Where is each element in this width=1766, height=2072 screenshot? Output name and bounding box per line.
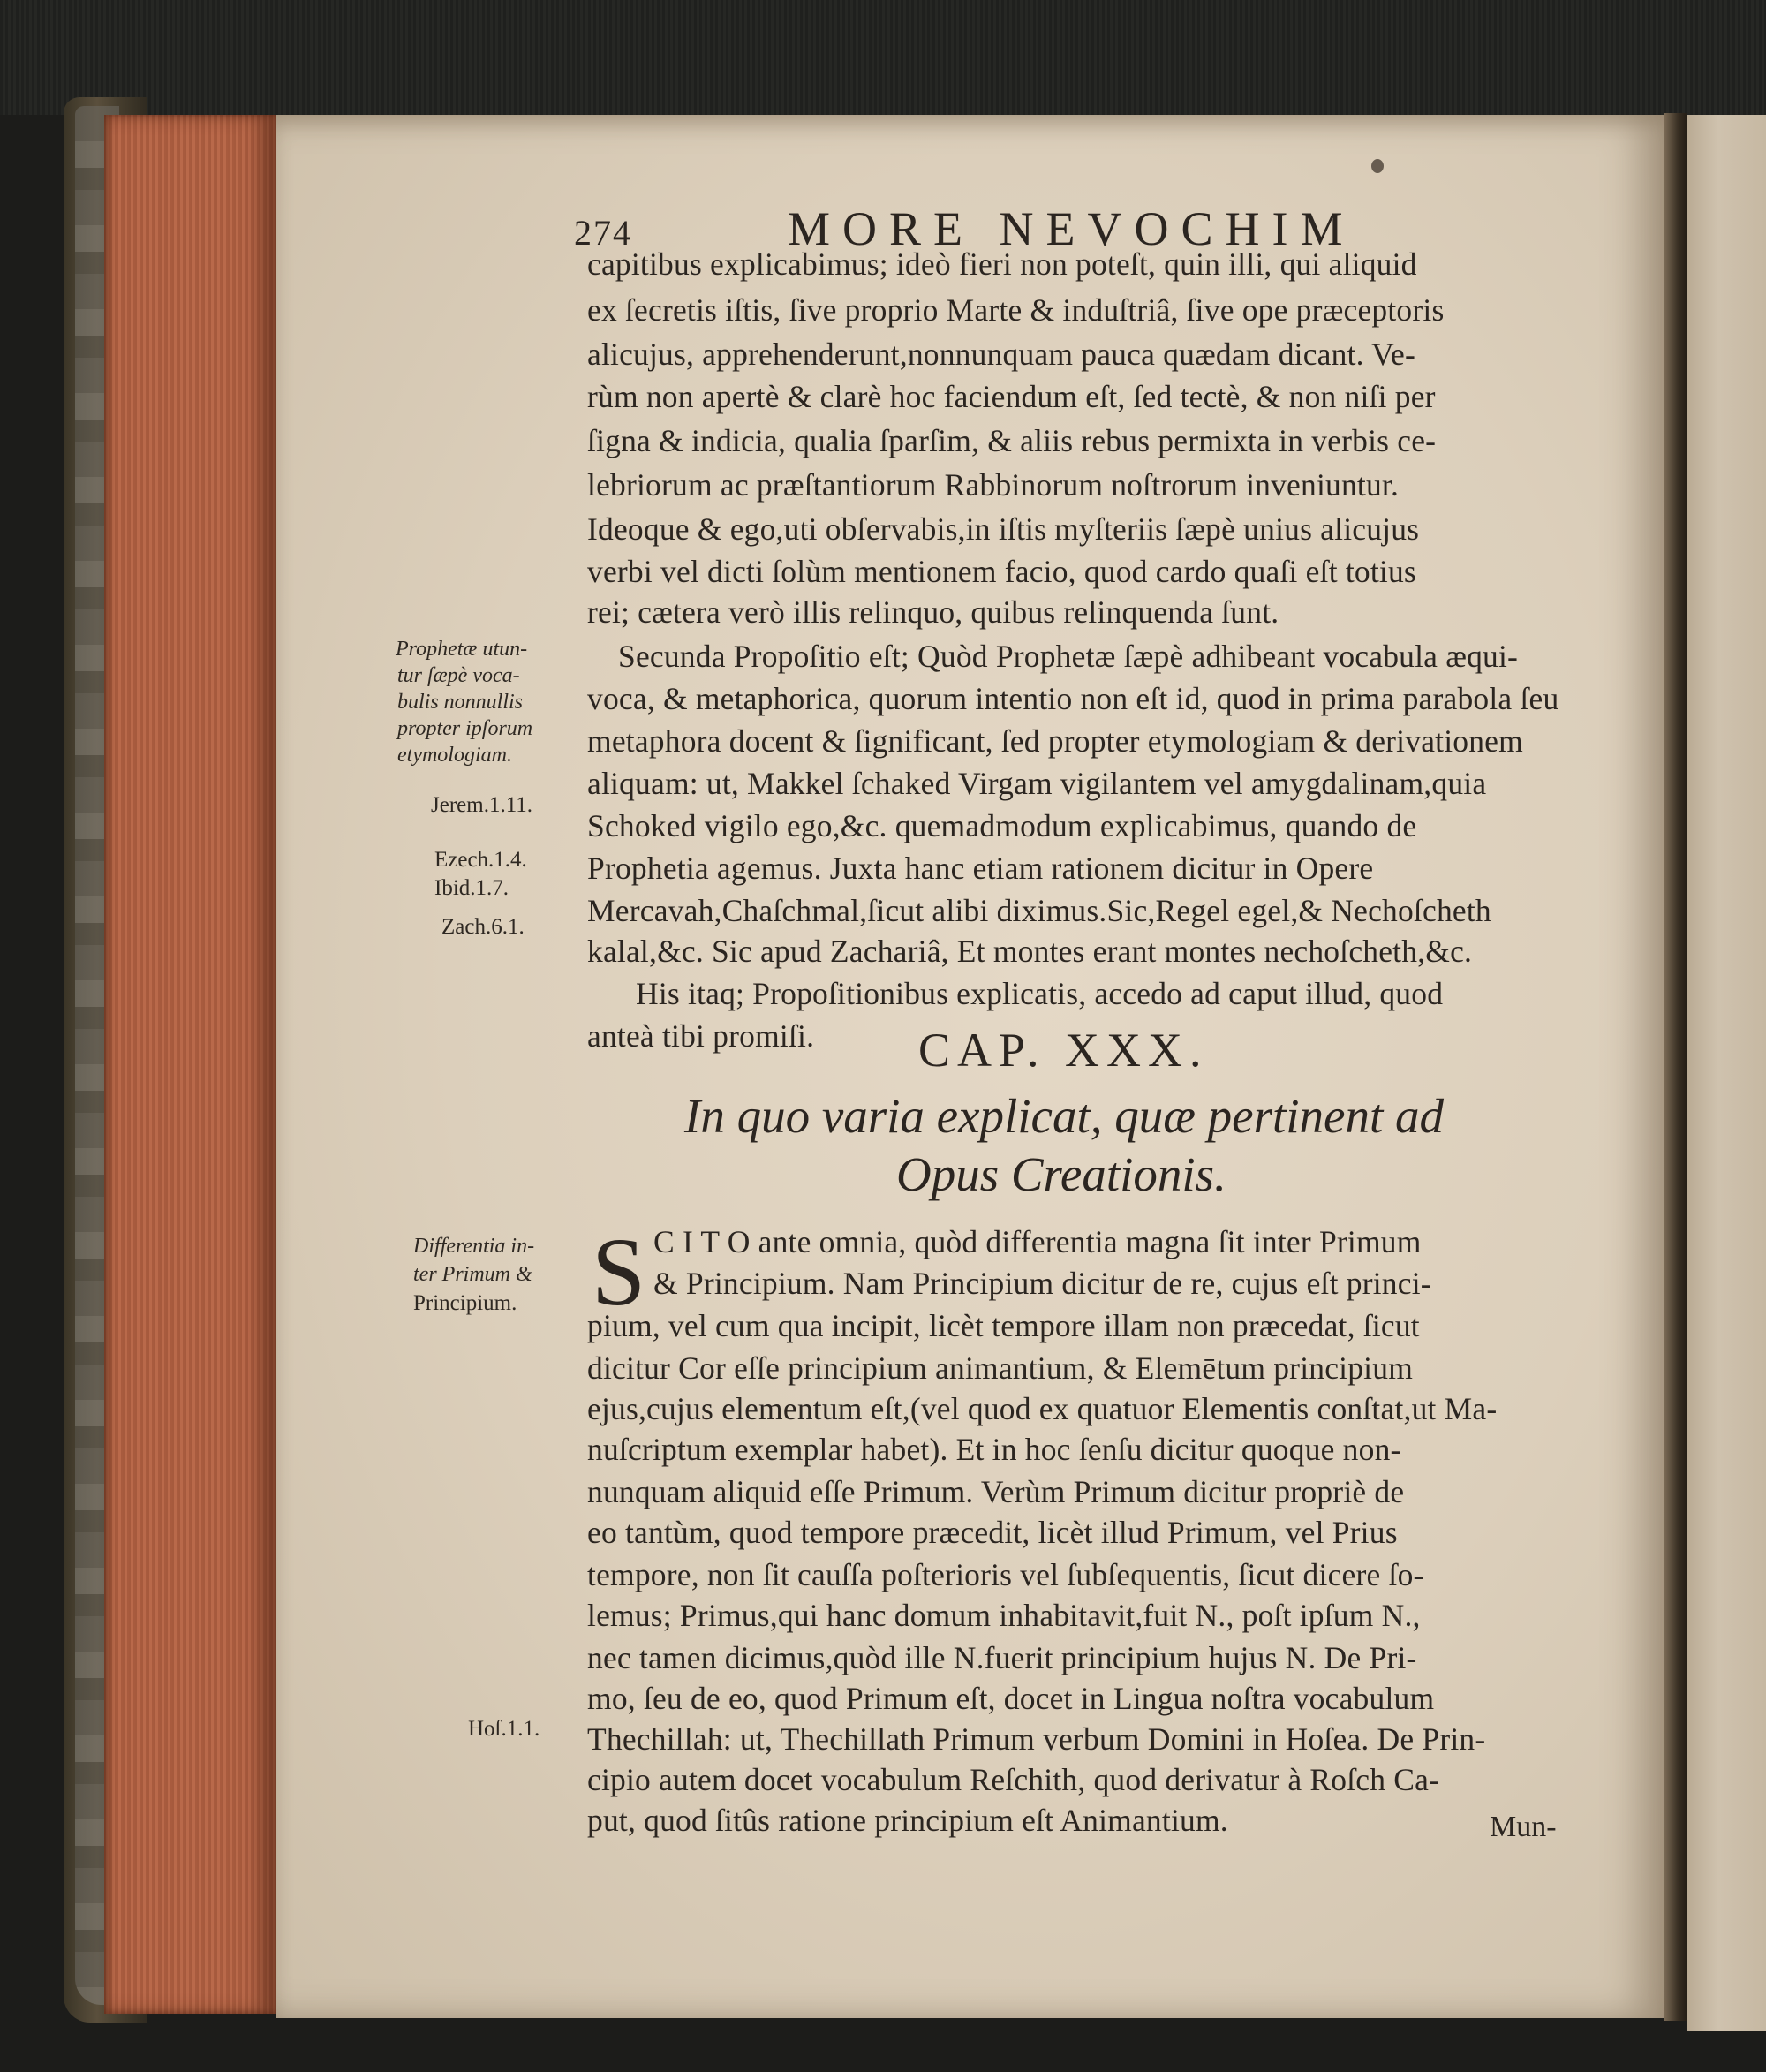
body-line: rùm non apertè & clarè hoc faciendum eſt, ſed tectè, & non niſi per — [587, 379, 1436, 414]
facing-page — [1687, 115, 1766, 2031]
margin-note-differentia: ter Primum & — [413, 1263, 532, 1286]
margin-note-prophetae: propter ipſorum — [397, 717, 533, 740]
catchword: Mun- — [1490, 1811, 1557, 1843]
margin-note-prophetae: etymologiam. — [397, 744, 512, 767]
body-line: eo tantùm, quod tempore præcedit, licèt illud Primum, vel Prius — [587, 1515, 1398, 1550]
body-line: Prophetia agemus. Juxta hanc etiam rationem dicitur in Opere — [587, 851, 1374, 886]
margin-note-hos: Hoſ.1.1. — [468, 1717, 540, 1741]
page-number: 274 — [574, 213, 632, 253]
body-line: nec tamen dicimus,quòd ille N.fuerit principium hujus N. De Pri- — [587, 1640, 1417, 1675]
chapter-subtitle: Opus Creationis. — [896, 1147, 1226, 1201]
chapter-heading: CAP. XXX. — [918, 1024, 1209, 1077]
body-line: pium, vel cum qua incipit, licèt tempore illam non præcedat, ſicut — [587, 1308, 1420, 1343]
book-gutter — [1664, 113, 1687, 2021]
margin-note-differentia: Differentia in- — [413, 1235, 535, 1258]
body-line: voca, & metaphorica, quorum intentio non eſt id, quod in prima parabola ſeu — [587, 681, 1559, 716]
body-line: aliquam: ut, Makkel ſchaked Virgam vigilantem vel amygdalinam,quia — [587, 766, 1487, 801]
body-line: tempore, non ſit cauſſa poſterioris vel ſubſequentis, ſicut dicere ſo- — [587, 1557, 1424, 1592]
ink-blot — [1371, 159, 1384, 173]
body-line: mo, ſeu de eo, quod Primum eſt, docet in Lingua noſtra vocabulum — [587, 1681, 1435, 1716]
margin-note-jerem: Jerem.1.11. — [431, 793, 533, 817]
body-line: cipio autem docet vocabulum Reſchith, quod derivatur à Roſch Ca- — [587, 1762, 1440, 1797]
body-line: lebriorum ac præſtantiorum Rabbinorum noſtrorum inveniuntur. — [587, 467, 1400, 503]
margin-note-prophetae: tur ſæpè voca- — [397, 664, 520, 687]
body-line: lemus; Primus,qui hanc domum inhabitavit,fuit N., poſt ipſum N., — [587, 1598, 1421, 1633]
body-line: put, quod ſitûs ratione principium eſt Animantium. — [587, 1803, 1228, 1838]
body-line: Secunda Propoſitio eſt; Quòd Prophetæ ſæpè adhibeant vocabula æqui- — [618, 639, 1519, 674]
body-line: Ideoque & ego,uti obſervabis,in iſtis myſteriis ſæpè unius alicujus — [587, 511, 1420, 547]
background-cloth — [0, 0, 1766, 115]
margin-note-zach: Zach.6.1. — [442, 915, 525, 939]
body-line: C I T O ante omnia, quòd differentia magna ſit inter Primum — [653, 1224, 1422, 1259]
body-line: Schoked vigilo ego,&c. quemadmodum explicabimus, quando de — [587, 808, 1417, 843]
margin-note-prophetae: Prophetæ utun- — [396, 638, 528, 661]
margin-note-ezech: Ezech.1.4. — [434, 848, 527, 872]
page-edges — [104, 115, 276, 2014]
body-line: dicitur Cor eſſe principium animantium, & Elemētum principium — [587, 1350, 1414, 1386]
body-line: ſigna & indicia, qualia ſparſim, & aliis rebus permixta in verbis ce- — [587, 423, 1437, 458]
margin-note-prophetae: bulis nonnullis — [397, 691, 524, 714]
body-line: alicujus, apprehenderunt,nonnunquam pauca quædam dicant. Ve- — [587, 337, 1416, 372]
body-line: kalal,&c. Sic apud Zachariâ, Et montes erant montes nechoſcheth,&c. — [587, 934, 1473, 969]
running-title: MORE NEVOCHIM — [788, 202, 1355, 255]
body-line: ex ſecretis iſtis, ſive proprio Marte & induſtriâ, ſive ope præceptoris — [587, 292, 1445, 328]
body-line: Thechillah: ut, Thechillath Primum verbum Domini in Hoſea. De Prin- — [587, 1721, 1486, 1757]
margin-note-ibid: Ibid.1.7. — [434, 876, 509, 900]
body-line: verbi vel dicti ſolùm mentionem facio, quod cardo quaſi eſt totius — [587, 554, 1416, 589]
body-line: rei; cætera verò illis relinquo, quibus relinquenda ſunt. — [587, 594, 1279, 630]
margin-note-differentia: Principium. — [413, 1291, 517, 1315]
body-line: anteà tibi promiſi. — [587, 1018, 815, 1054]
body-line: & Principium. Nam Principium dicitur de re, cujus eſt princi- — [653, 1266, 1431, 1301]
body-line: capitibus explicabimus; ideò fieri non poteſt, quin illi, qui aliquid — [587, 246, 1417, 282]
chapter-subtitle: In quo varia explicat, quæ pertinent ad — [684, 1089, 1444, 1143]
body-line: His itaq; Propoſitionibus explicatis, accedo ad caput illud, quod — [636, 976, 1444, 1011]
body-line: Mercavah,Chaſchmal,ſicut alibi diximus.Sic,Regel egel,& Nechoſcheth — [587, 893, 1491, 928]
body-line: ejus,cujus elementum eſt,(vel quod ex quatuor Elementis conſtat,ut Ma- — [587, 1391, 1498, 1426]
body-line: nuſcriptum exemplar habet). Et in hoc ſenſu dicitur quoque non- — [587, 1432, 1401, 1467]
body-line: metaphora docent & ſignificant, ſed propter etymologiam & derivationem — [587, 723, 1523, 759]
drop-cap: S — [592, 1218, 646, 1326]
body-line: nunquam aliquid eſſe Primum. Verùm Primum dicitur propriè de — [587, 1474, 1405, 1509]
